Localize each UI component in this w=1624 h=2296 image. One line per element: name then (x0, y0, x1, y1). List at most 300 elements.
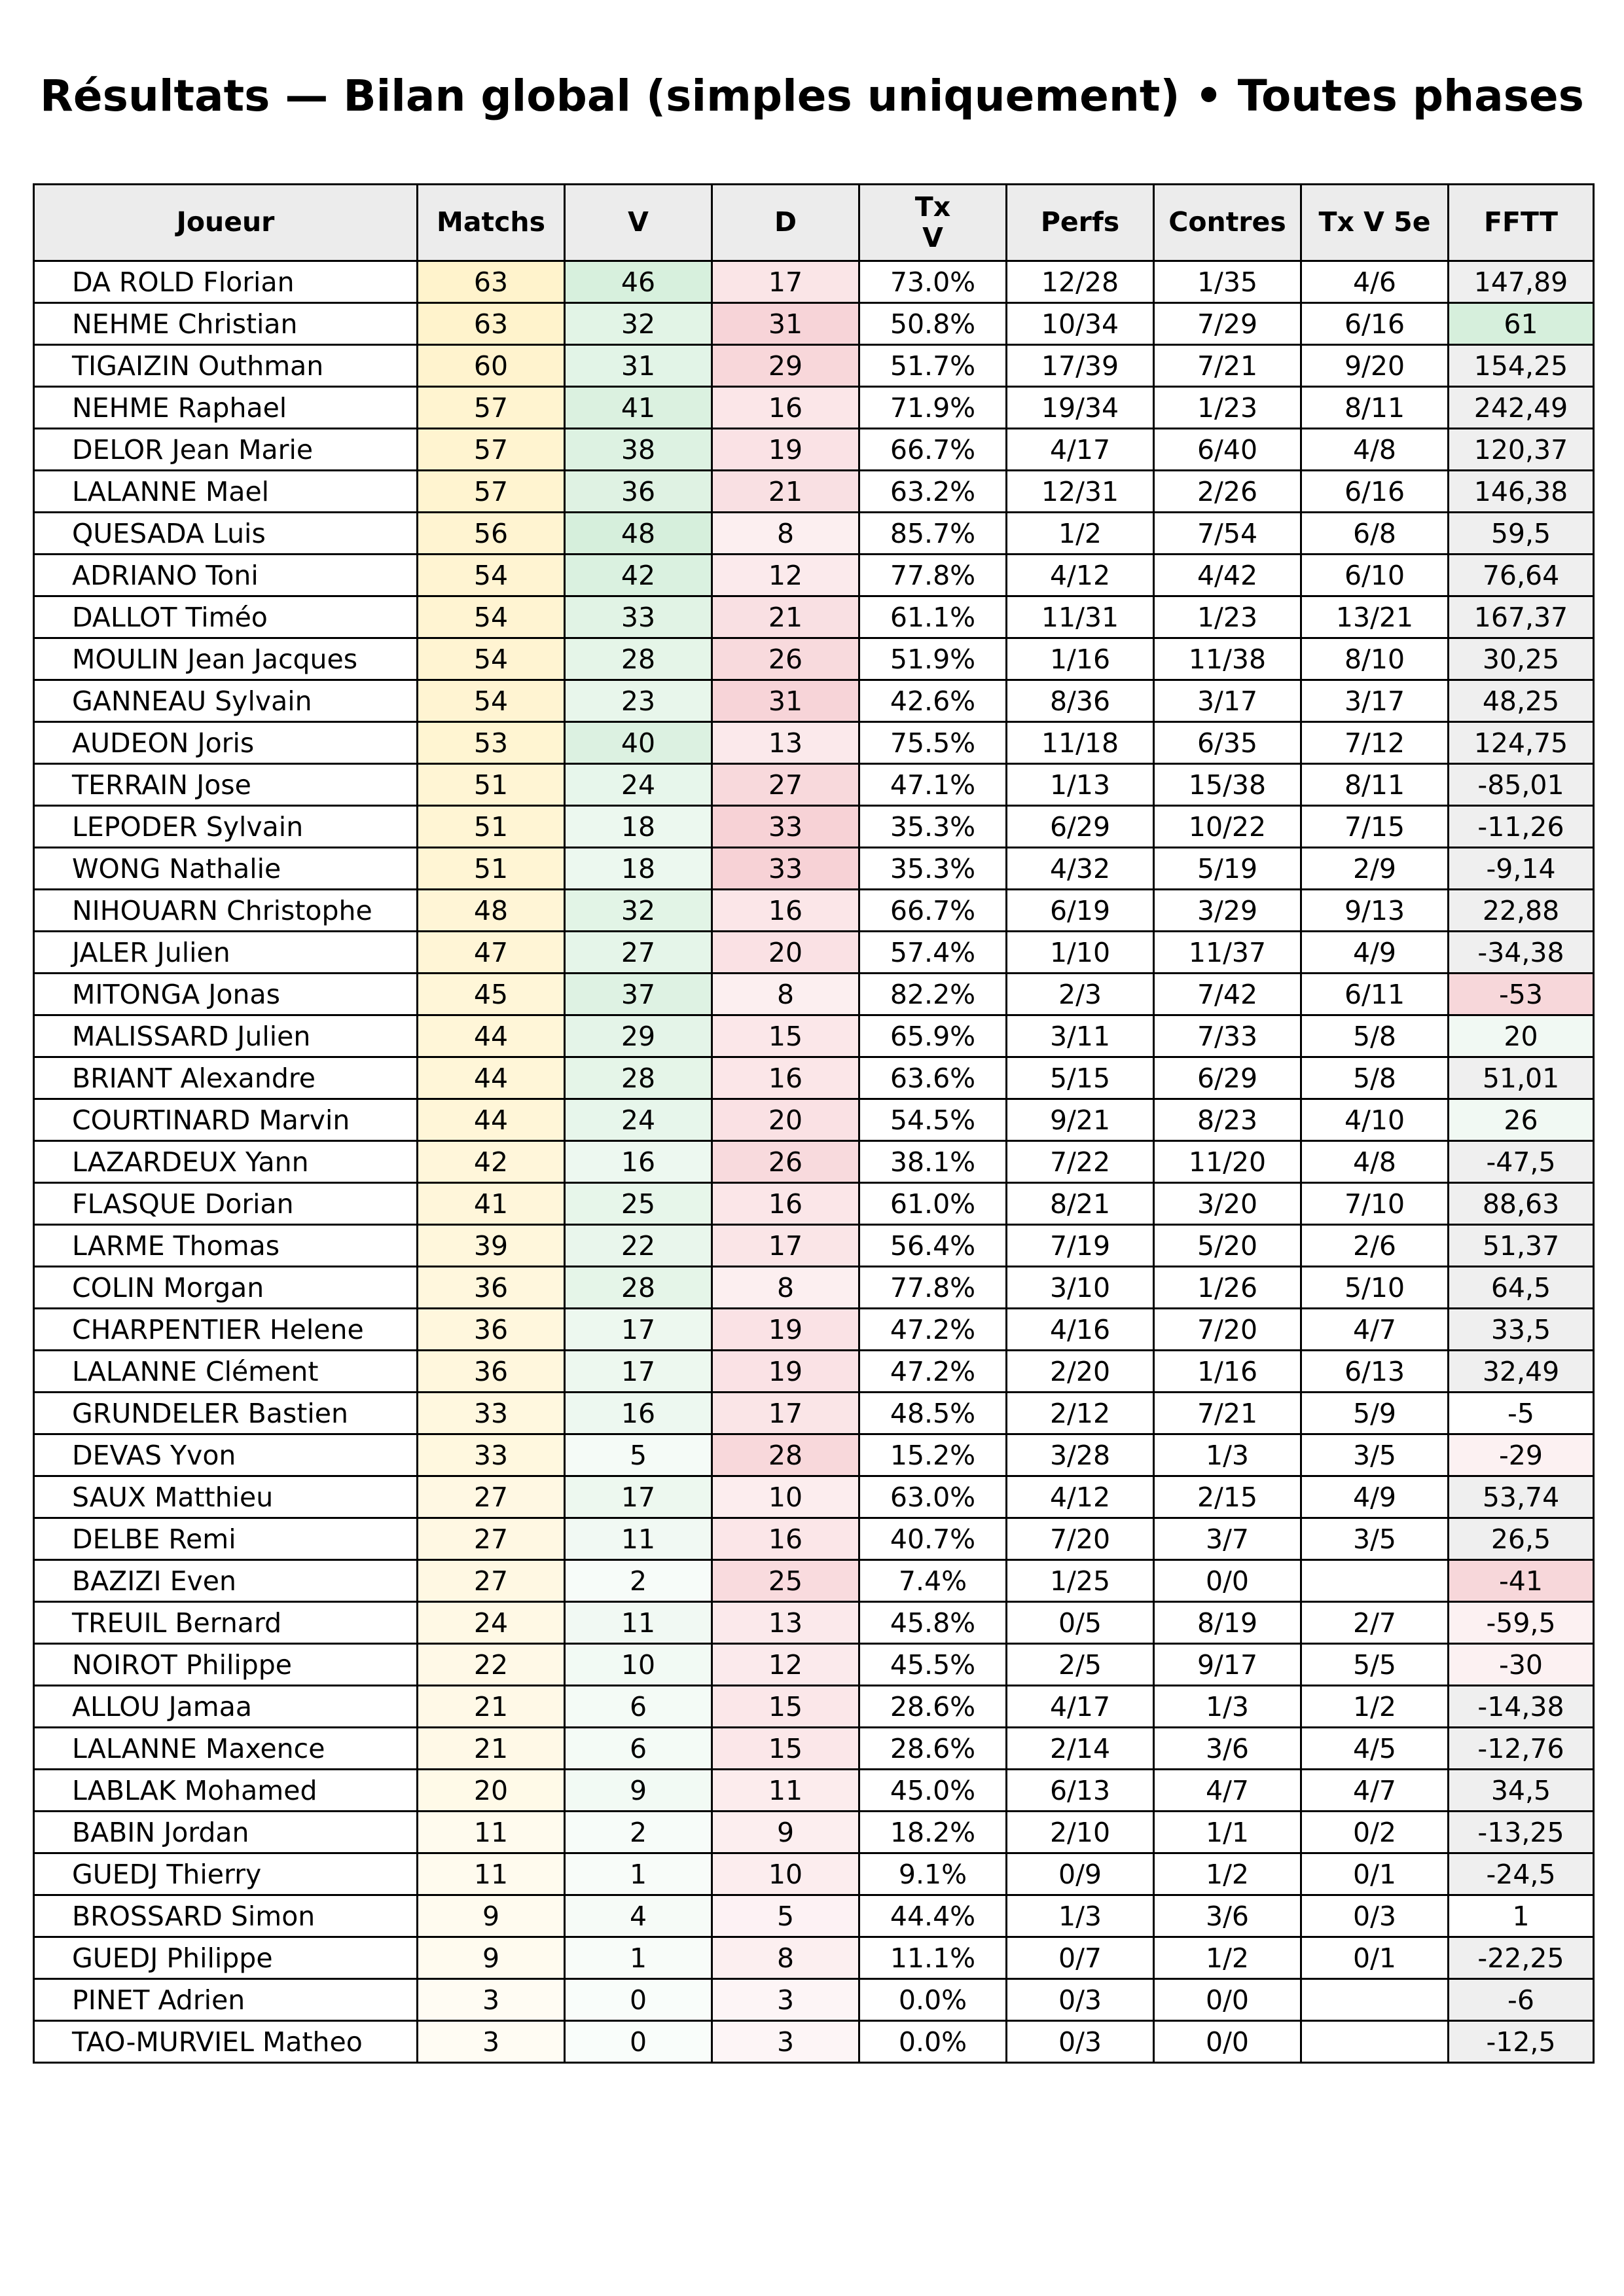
matchs-cell: 27 (418, 1560, 565, 1602)
contres-cell: 3/29 (1154, 890, 1301, 932)
tx-v-cell: 66.7% (859, 429, 1007, 471)
contres-cell: 0/0 (1154, 2021, 1301, 2063)
d-cell: 31 (712, 303, 859, 345)
v-cell: 28 (565, 638, 712, 680)
v-cell: 23 (565, 680, 712, 722)
table-row (34, 471, 1594, 513)
fftt-cell: -47,5 (1449, 1141, 1594, 1183)
perfs-cell: 4/32 (1007, 848, 1154, 890)
fftt-cell: 26 (1449, 1099, 1594, 1141)
matchs-cell: 47 (418, 932, 565, 974)
d-cell: 15 (712, 1686, 859, 1728)
tx-v-cell: 0.0% (859, 1979, 1007, 2021)
tx-v-cell: 63.0% (859, 1476, 1007, 1518)
tx-v-5e-cell: 4/8 (1301, 1141, 1449, 1183)
d-cell: 19 (712, 1351, 859, 1393)
tx-v-5e-cell: 5/9 (1301, 1393, 1449, 1434)
table-row (34, 303, 1594, 345)
contres-cell: 8/23 (1154, 1099, 1301, 1141)
column-header-matchs[interactable]: Matchs (418, 185, 565, 261)
tx-v-cell: 73.0% (859, 261, 1007, 303)
fftt-cell: -12,76 (1449, 1728, 1594, 1770)
perfs-cell: 10/34 (1007, 303, 1154, 345)
tx-v-5e-cell: 0/2 (1301, 1812, 1449, 1853)
tx-v-5e-cell: 6/8 (1301, 513, 1449, 555)
column-header-perfs[interactable]: Perfs (1007, 185, 1154, 261)
table-row (34, 974, 1594, 1015)
player-name-cell: GUEDJ Thierry (34, 1853, 418, 1895)
perfs-cell: 1/2 (1007, 513, 1154, 555)
column-header-contres[interactable]: Contres (1154, 185, 1301, 261)
tx-v-cell: 63.2% (859, 471, 1007, 513)
table-row (34, 1434, 1594, 1476)
perfs-cell: 11/31 (1007, 596, 1154, 638)
table-header-row (34, 185, 1594, 261)
perfs-cell: 0/7 (1007, 1937, 1154, 1979)
d-cell: 16 (712, 1057, 859, 1099)
tx-v-cell: 77.8% (859, 1267, 1007, 1309)
table-row (34, 1015, 1594, 1057)
perfs-cell: 0/5 (1007, 1602, 1154, 1644)
perfs-cell: 2/3 (1007, 974, 1154, 1015)
v-cell: 42 (565, 555, 712, 596)
fftt-cell: 53,74 (1449, 1476, 1594, 1518)
contres-cell: 5/20 (1154, 1225, 1301, 1267)
matchs-cell: 39 (418, 1225, 565, 1267)
d-cell: 8 (712, 974, 859, 1015)
fftt-cell: 34,5 (1449, 1770, 1594, 1812)
tx-v-5e-cell: 4/9 (1301, 1476, 1449, 1518)
player-name-cell: TREUIL Bernard (34, 1602, 418, 1644)
d-cell: 15 (712, 1728, 859, 1770)
perfs-cell: 2/5 (1007, 1644, 1154, 1686)
player-name-cell: FLASQUE Dorian (34, 1183, 418, 1225)
column-header-d[interactable]: D (712, 185, 859, 261)
matchs-cell: 51 (418, 806, 565, 848)
fftt-cell: 20 (1449, 1015, 1594, 1057)
tx-v-cell: 57.4% (859, 932, 1007, 974)
d-cell: 3 (712, 2021, 859, 2063)
player-name-cell: LALANNE Maxence (34, 1728, 418, 1770)
table-row (34, 1644, 1594, 1686)
column-header-fftt[interactable]: FFTT (1449, 185, 1594, 261)
matchs-cell: 41 (418, 1183, 565, 1225)
tx-v-cell: 50.8% (859, 303, 1007, 345)
d-cell: 8 (712, 1937, 859, 1979)
tx-v-cell: 7.4% (859, 1560, 1007, 1602)
tx-v-cell: 65.9% (859, 1015, 1007, 1057)
tx-v-cell: 35.3% (859, 848, 1007, 890)
contres-cell: 6/29 (1154, 1057, 1301, 1099)
contres-cell: 7/54 (1154, 513, 1301, 555)
contres-cell: 3/6 (1154, 1728, 1301, 1770)
d-cell: 33 (712, 806, 859, 848)
tx-v-cell: 51.7% (859, 345, 1007, 387)
tx-v-cell: 45.5% (859, 1644, 1007, 1686)
page-title: Résultats — Bilan global (simples uniquement) • Toutes phases (40, 71, 1584, 121)
contres-cell: 1/2 (1154, 1853, 1301, 1895)
table-row (34, 1057, 1594, 1099)
fftt-cell: -11,26 (1449, 806, 1594, 848)
matchs-cell: 36 (418, 1351, 565, 1393)
d-cell: 16 (712, 1183, 859, 1225)
v-cell: 17 (565, 1309, 712, 1351)
d-cell: 5 (712, 1895, 859, 1937)
v-cell: 16 (565, 1393, 712, 1434)
table-row (34, 1351, 1594, 1393)
tx-v-cell: 18.2% (859, 1812, 1007, 1853)
perfs-cell: 6/19 (1007, 890, 1154, 932)
player-name-cell: BRIANT Alexandre (34, 1057, 418, 1099)
table-row (34, 1560, 1594, 1602)
player-name-cell: GANNEAU Sylvain (34, 680, 418, 722)
d-cell: 12 (712, 1644, 859, 1686)
player-name-cell: LALANNE Clément (34, 1351, 418, 1393)
contres-cell: 1/1 (1154, 1812, 1301, 1853)
perfs-cell: 2/10 (1007, 1812, 1154, 1853)
contres-cell: 6/35 (1154, 722, 1301, 764)
column-header-v[interactable]: V (565, 185, 712, 261)
tx-v-cell: 35.3% (859, 806, 1007, 848)
d-cell: 8 (712, 513, 859, 555)
tx-v-cell: 28.6% (859, 1728, 1007, 1770)
contres-cell: 5/19 (1154, 848, 1301, 890)
table-row (34, 932, 1594, 974)
column-header-joueur[interactable]: Joueur (34, 185, 418, 261)
player-name-cell: JALER Julien (34, 932, 418, 974)
tx-v-cell: 61.0% (859, 1183, 1007, 1225)
d-cell: 29 (712, 345, 859, 387)
matchs-cell: 51 (418, 764, 565, 806)
player-name-cell: DA ROLD Florian (34, 261, 418, 303)
tx-v-5e-cell: 6/16 (1301, 471, 1449, 513)
fftt-cell: -59,5 (1449, 1602, 1594, 1644)
v-cell: 11 (565, 1602, 712, 1644)
player-name-cell: DELOR Jean Marie (34, 429, 418, 471)
tx-v-cell: 51.9% (859, 638, 1007, 680)
contres-cell: 1/3 (1154, 1434, 1301, 1476)
d-cell: 13 (712, 722, 859, 764)
matchs-cell: 57 (418, 471, 565, 513)
contres-cell: 1/26 (1154, 1267, 1301, 1309)
table-row (34, 1937, 1594, 1979)
tx-v-5e-cell: 6/11 (1301, 974, 1449, 1015)
perfs-cell: 3/10 (1007, 1267, 1154, 1309)
perfs-cell: 8/36 (1007, 680, 1154, 722)
table-row (34, 1686, 1594, 1728)
player-name-cell: AUDEON Joris (34, 722, 418, 764)
tx-v-5e-cell: 6/16 (1301, 303, 1449, 345)
v-cell: 0 (565, 1979, 712, 2021)
fftt-cell: 22,88 (1449, 890, 1594, 932)
contres-cell: 1/3 (1154, 1686, 1301, 1728)
perfs-cell: 19/34 (1007, 387, 1154, 429)
contres-cell: 1/23 (1154, 387, 1301, 429)
d-cell: 19 (712, 429, 859, 471)
perfs-cell: 0/3 (1007, 2021, 1154, 2063)
tx-v-5e-cell: 1/2 (1301, 1686, 1449, 1728)
player-name-cell: NEHME Christian (34, 303, 418, 345)
contres-cell: 7/21 (1154, 1393, 1301, 1434)
fftt-cell: -5 (1449, 1393, 1594, 1434)
player-name-cell: BAZIZI Even (34, 1560, 418, 1602)
v-cell: 33 (565, 596, 712, 638)
matchs-cell: 9 (418, 1937, 565, 1979)
fftt-cell: 88,63 (1449, 1183, 1594, 1225)
tx-v-5e-cell: 3/5 (1301, 1434, 1449, 1476)
table-row (34, 1267, 1594, 1309)
table-row (34, 1979, 1594, 2021)
fftt-cell: 59,5 (1449, 513, 1594, 555)
v-cell: 28 (565, 1267, 712, 1309)
d-cell: 28 (712, 1434, 859, 1476)
d-cell: 31 (712, 680, 859, 722)
fftt-cell: 48,25 (1449, 680, 1594, 722)
tx-v-5e-cell: 6/10 (1301, 555, 1449, 596)
table-row (34, 2021, 1594, 2063)
tx-v-5e-cell: 7/12 (1301, 722, 1449, 764)
table-row (34, 1518, 1594, 1560)
column-header-tx-v[interactable]: Tx V (859, 185, 1007, 261)
player-name-cell: BROSSARD Simon (34, 1895, 418, 1937)
fftt-cell: 61 (1449, 303, 1594, 345)
perfs-cell: 12/31 (1007, 471, 1154, 513)
contres-cell: 9/17 (1154, 1644, 1301, 1686)
contres-cell: 7/21 (1154, 345, 1301, 387)
perfs-cell: 7/19 (1007, 1225, 1154, 1267)
matchs-cell: 54 (418, 638, 565, 680)
d-cell: 27 (712, 764, 859, 806)
v-cell: 25 (565, 1183, 712, 1225)
fftt-cell: -22,25 (1449, 1937, 1594, 1979)
fftt-cell: 1 (1449, 1895, 1594, 1937)
contres-cell: 7/29 (1154, 303, 1301, 345)
table-row (34, 555, 1594, 596)
tx-v-5e-cell: 4/5 (1301, 1728, 1449, 1770)
matchs-cell: 53 (418, 722, 565, 764)
table-row (34, 513, 1594, 555)
fftt-cell: -14,38 (1449, 1686, 1594, 1728)
perfs-cell: 4/16 (1007, 1309, 1154, 1351)
matchs-cell: 44 (418, 1057, 565, 1099)
fftt-cell: 76,64 (1449, 555, 1594, 596)
v-cell: 18 (565, 806, 712, 848)
player-name-cell: GRUNDELER Bastien (34, 1393, 418, 1434)
player-name-cell: LABLAK Mohamed (34, 1770, 418, 1812)
v-cell: 16 (565, 1141, 712, 1183)
player-name-cell: LAZARDEUX Yann (34, 1141, 418, 1183)
tx-v-5e-cell: 8/11 (1301, 764, 1449, 806)
v-cell: 40 (565, 722, 712, 764)
d-cell: 10 (712, 1853, 859, 1895)
perfs-cell: 8/21 (1007, 1183, 1154, 1225)
perfs-cell: 4/12 (1007, 555, 1154, 596)
tx-v-5e-cell: 7/10 (1301, 1183, 1449, 1225)
d-cell: 19 (712, 1309, 859, 1351)
column-header-tx-v-5e[interactable]: Tx V 5e (1301, 185, 1449, 261)
tx-v-cell: 38.1% (859, 1141, 1007, 1183)
matchs-cell: 21 (418, 1686, 565, 1728)
tx-v-cell: 11.1% (859, 1937, 1007, 1979)
v-cell: 5 (565, 1434, 712, 1476)
fftt-cell: -30 (1449, 1644, 1594, 1686)
tx-v-cell: 71.9% (859, 387, 1007, 429)
perfs-cell: 1/16 (1007, 638, 1154, 680)
v-cell: 41 (565, 387, 712, 429)
player-name-cell: COURTINARD Marvin (34, 1099, 418, 1141)
perfs-cell: 12/28 (1007, 261, 1154, 303)
player-name-cell: DEVAS Yvon (34, 1434, 418, 1476)
tx-v-5e-cell: 2/7 (1301, 1602, 1449, 1644)
table-row (34, 1309, 1594, 1351)
fftt-cell: 120,37 (1449, 429, 1594, 471)
tx-v-5e-cell: 6/13 (1301, 1351, 1449, 1393)
player-name-cell: ADRIANO Toni (34, 555, 418, 596)
perfs-cell: 3/11 (1007, 1015, 1154, 1057)
table-row (34, 1602, 1594, 1644)
v-cell: 2 (565, 1812, 712, 1853)
v-cell: 10 (565, 1644, 712, 1686)
contres-cell: 7/20 (1154, 1309, 1301, 1351)
tx-v-5e-cell: 8/11 (1301, 387, 1449, 429)
player-name-cell: MALISSARD Julien (34, 1015, 418, 1057)
tx-v-cell: 42.6% (859, 680, 1007, 722)
table-row (34, 1728, 1594, 1770)
table-row (34, 890, 1594, 932)
perfs-cell: 2/20 (1007, 1351, 1154, 1393)
fftt-cell: 154,25 (1449, 345, 1594, 387)
matchs-cell: 44 (418, 1015, 565, 1057)
matchs-cell: 63 (418, 261, 565, 303)
perfs-cell: 6/29 (1007, 806, 1154, 848)
v-cell: 28 (565, 1057, 712, 1099)
matchs-cell: 57 (418, 429, 565, 471)
perfs-cell: 4/17 (1007, 429, 1154, 471)
matchs-cell: 56 (418, 513, 565, 555)
v-cell: 11 (565, 1518, 712, 1560)
matchs-cell: 21 (418, 1728, 565, 1770)
matchs-cell: 27 (418, 1518, 565, 1560)
tx-v-5e-cell: 4/10 (1301, 1099, 1449, 1141)
v-cell: 4 (565, 1895, 712, 1937)
v-cell: 6 (565, 1686, 712, 1728)
fftt-cell: -12,5 (1449, 2021, 1594, 2063)
contres-cell: 1/23 (1154, 596, 1301, 638)
d-cell: 17 (712, 1393, 859, 1434)
d-cell: 16 (712, 387, 859, 429)
contres-cell: 8/19 (1154, 1602, 1301, 1644)
fftt-cell: -41 (1449, 1560, 1594, 1602)
d-cell: 8 (712, 1267, 859, 1309)
player-name-cell: DELBE Remi (34, 1518, 418, 1560)
tx-v-5e-cell: 4/6 (1301, 261, 1449, 303)
contres-cell: 11/37 (1154, 932, 1301, 974)
v-cell: 9 (565, 1770, 712, 1812)
table-row (34, 764, 1594, 806)
contres-cell: 3/20 (1154, 1183, 1301, 1225)
perfs-cell: 9/21 (1007, 1099, 1154, 1141)
player-name-cell: NOIROT Philippe (34, 1644, 418, 1686)
tx-v-cell: 47.1% (859, 764, 1007, 806)
table-row (34, 1099, 1594, 1141)
table-row (34, 1895, 1594, 1937)
d-cell: 13 (712, 1602, 859, 1644)
table-row (34, 261, 1594, 303)
perfs-cell: 17/39 (1007, 345, 1154, 387)
matchs-cell: 42 (418, 1141, 565, 1183)
fftt-cell: -6 (1449, 1979, 1594, 2021)
d-cell: 3 (712, 1979, 859, 2021)
table-row (34, 1225, 1594, 1267)
tx-v-cell: 9.1% (859, 1853, 1007, 1895)
perfs-cell: 2/14 (1007, 1728, 1154, 1770)
player-name-cell: MOULIN Jean Jacques (34, 638, 418, 680)
player-name-cell: SAUX Matthieu (34, 1476, 418, 1518)
tx-v-5e-cell: 9/13 (1301, 890, 1449, 932)
contres-cell: 7/33 (1154, 1015, 1301, 1057)
fftt-cell: 146,38 (1449, 471, 1594, 513)
contres-cell: 4/7 (1154, 1770, 1301, 1812)
table-row (34, 429, 1594, 471)
player-name-cell: PINET Adrien (34, 1979, 418, 2021)
player-name-cell: NIHOUARN Christophe (34, 890, 418, 932)
tx-v-cell: 44.4% (859, 1895, 1007, 1937)
player-name-cell: LARME Thomas (34, 1225, 418, 1267)
contres-cell: 3/7 (1154, 1518, 1301, 1560)
d-cell: 16 (712, 1518, 859, 1560)
v-cell: 36 (565, 471, 712, 513)
v-cell: 27 (565, 932, 712, 974)
tx-v-cell: 63.6% (859, 1057, 1007, 1099)
tx-v-cell: 82.2% (859, 974, 1007, 1015)
fftt-cell: -29 (1449, 1434, 1594, 1476)
tx-v-cell: 15.2% (859, 1434, 1007, 1476)
d-cell: 21 (712, 596, 859, 638)
contres-cell: 10/22 (1154, 806, 1301, 848)
fftt-cell: 33,5 (1449, 1309, 1594, 1351)
v-cell: 37 (565, 974, 712, 1015)
tx-v-cell: 56.4% (859, 1225, 1007, 1267)
fftt-cell: -9,14 (1449, 848, 1594, 890)
table-row (34, 1141, 1594, 1183)
results-table (33, 183, 1595, 2064)
d-cell: 12 (712, 555, 859, 596)
matchs-cell: 44 (418, 1099, 565, 1141)
tx-v-cell: 54.5% (859, 1099, 1007, 1141)
tx-v-5e-cell: 2/9 (1301, 848, 1449, 890)
v-cell: 24 (565, 764, 712, 806)
perfs-cell: 4/12 (1007, 1476, 1154, 1518)
d-cell: 9 (712, 1812, 859, 1853)
fftt-cell: -85,01 (1449, 764, 1594, 806)
perfs-cell: 7/22 (1007, 1141, 1154, 1183)
tx-v-cell: 77.8% (859, 555, 1007, 596)
perfs-cell: 1/25 (1007, 1560, 1154, 1602)
fftt-cell: 51,37 (1449, 1225, 1594, 1267)
v-cell: 17 (565, 1351, 712, 1393)
contres-cell: 0/0 (1154, 1560, 1301, 1602)
tx-v-5e-cell: 0/3 (1301, 1895, 1449, 1937)
matchs-cell: 3 (418, 2021, 565, 2063)
perfs-cell: 4/17 (1007, 1686, 1154, 1728)
tx-v-cell: 47.2% (859, 1309, 1007, 1351)
contres-cell: 2/26 (1154, 471, 1301, 513)
contres-cell: 3/17 (1154, 680, 1301, 722)
fftt-cell: 30,25 (1449, 638, 1594, 680)
tx-v-5e-cell: 5/10 (1301, 1267, 1449, 1309)
d-cell: 11 (712, 1770, 859, 1812)
v-cell: 32 (565, 890, 712, 932)
